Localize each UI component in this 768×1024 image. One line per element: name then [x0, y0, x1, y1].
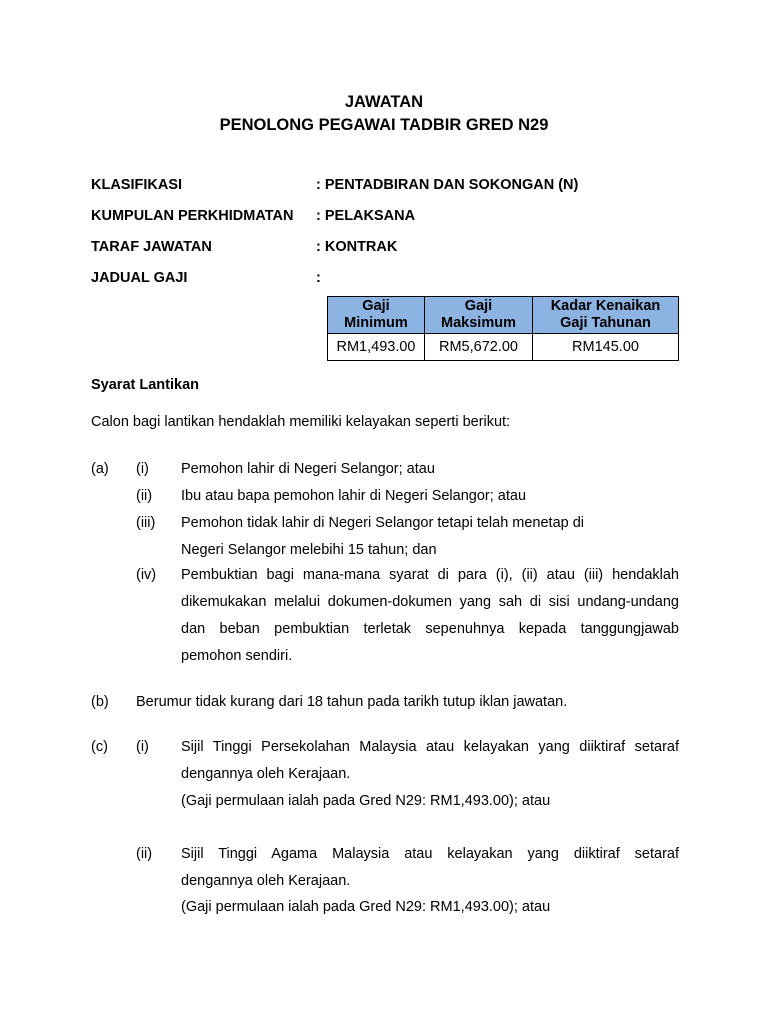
list-marker-b: (b) [91, 694, 109, 710]
header-line: Kadar Kenaikan [550, 298, 661, 314]
salary-header-gaji-maksimum [425, 297, 533, 334]
sub-marker-c-ii: (ii) [136, 846, 153, 862]
list-marker-a: (a) [91, 461, 109, 477]
info-value: : PELAKSANA [316, 208, 416, 224]
header-line: Minimum [344, 315, 408, 331]
sub-marker-a-i: (i) [136, 461, 149, 477]
salary-cell-minimum: RM1,493.00 [328, 334, 425, 361]
document-title-line-2: PENOLONG PEGAWAI TADBIR GRED N29 [219, 116, 549, 134]
info-label: JADUAL GAJI [91, 270, 188, 286]
item-a-i-text: Pemohon lahir di Negeri Selangor; atau [181, 461, 435, 477]
sub-marker-a-iii: (iii) [136, 515, 156, 531]
header-line: Gaji [362, 298, 390, 314]
salary-cell-kenaikan: RM145.00 [533, 334, 679, 361]
salary-table [327, 296, 679, 361]
document-title-line-1: JAWATAN [344, 93, 424, 111]
item-a-ii-text: Ibu atau bapa pemohon lahir di Negeri Selangor; atau [181, 488, 527, 504]
item-a-iv-line-4: pemohon sendiri. [181, 648, 293, 664]
item-c-i-line-1: Sijil Tinggi Persekolahan Malaysia atau kelayakan yang diiktiraf setaraf [181, 739, 679, 755]
item-a-iii-line-2: Negeri Selangor melebihi 15 tahun; dan [181, 542, 437, 558]
item-a-iii-line-1: Pemohon tidak lahir di Negeri Selangor tetapi telah menetap di [181, 515, 585, 531]
salary-table-row [328, 334, 679, 361]
item-c-i-line-2: dengannya oleh Kerajaan. [181, 766, 351, 782]
info-label: KUMPULAN PERKHIDMATAN [91, 208, 294, 224]
section-heading-syarat-lantikan: Syarat Lantikan [91, 377, 199, 393]
sub-marker-c-i: (i) [136, 739, 149, 755]
header-line: Gaji Tahunan [560, 315, 651, 331]
header-line: Maksimum [441, 315, 516, 331]
header-line: Gaji [464, 298, 493, 314]
info-label: KLASIFIKASI [91, 177, 183, 193]
info-value: : KONTRAK [316, 239, 398, 255]
item-c-i-line-3: (Gaji permulaan ialah pada Gred N29: RM1,493.00); atau [181, 793, 551, 809]
salary-header-kadar-kenaikan [533, 297, 679, 334]
salary-cell-maksimum: RM5,672.00 [425, 334, 533, 361]
intro-text: Calon bagi lantikan hendaklah memiliki kelayakan seperti berikut: [91, 414, 511, 430]
info-value: : [316, 270, 321, 286]
salary-table-header-row [328, 297, 679, 334]
sub-marker-a-iv: (iv) [136, 567, 157, 583]
item-c-ii-line-3: (Gaji permulaan ialah pada Gred N29: RM1,493.00); atau [181, 899, 551, 915]
item-b-text: Berumur tidak kurang dari 18 tahun pada tarikh tutup iklan jawatan. [136, 694, 568, 710]
item-c-ii-line-1: Sijil Tinggi Agama Malaysia atau kelayakan yang diiktiraf setaraf [181, 846, 679, 862]
item-a-iv-line-1: Pembuktian bagi mana-mana syarat di para (i), (ii) atau (iii) hendaklah [181, 567, 679, 583]
salary-header-gaji-minimum [328, 297, 425, 334]
list-marker-c: (c) [91, 739, 108, 755]
info-value: : PENTADBIRAN DAN SOKONGAN (N) [316, 177, 579, 193]
item-c-ii-line-2: dengannya oleh Kerajaan. [181, 873, 351, 889]
info-label: TARAF JAWATAN [91, 239, 212, 255]
item-a-iv-line-3: dan beban pembuktian terletak sepenuhnya kepada tanggungjawab [181, 621, 679, 637]
item-a-iv-line-2: dikemukakan melalui dokumen-dokumen yang sah di sisi undang-undang [181, 594, 679, 610]
sub-marker-a-ii: (ii) [136, 488, 153, 504]
